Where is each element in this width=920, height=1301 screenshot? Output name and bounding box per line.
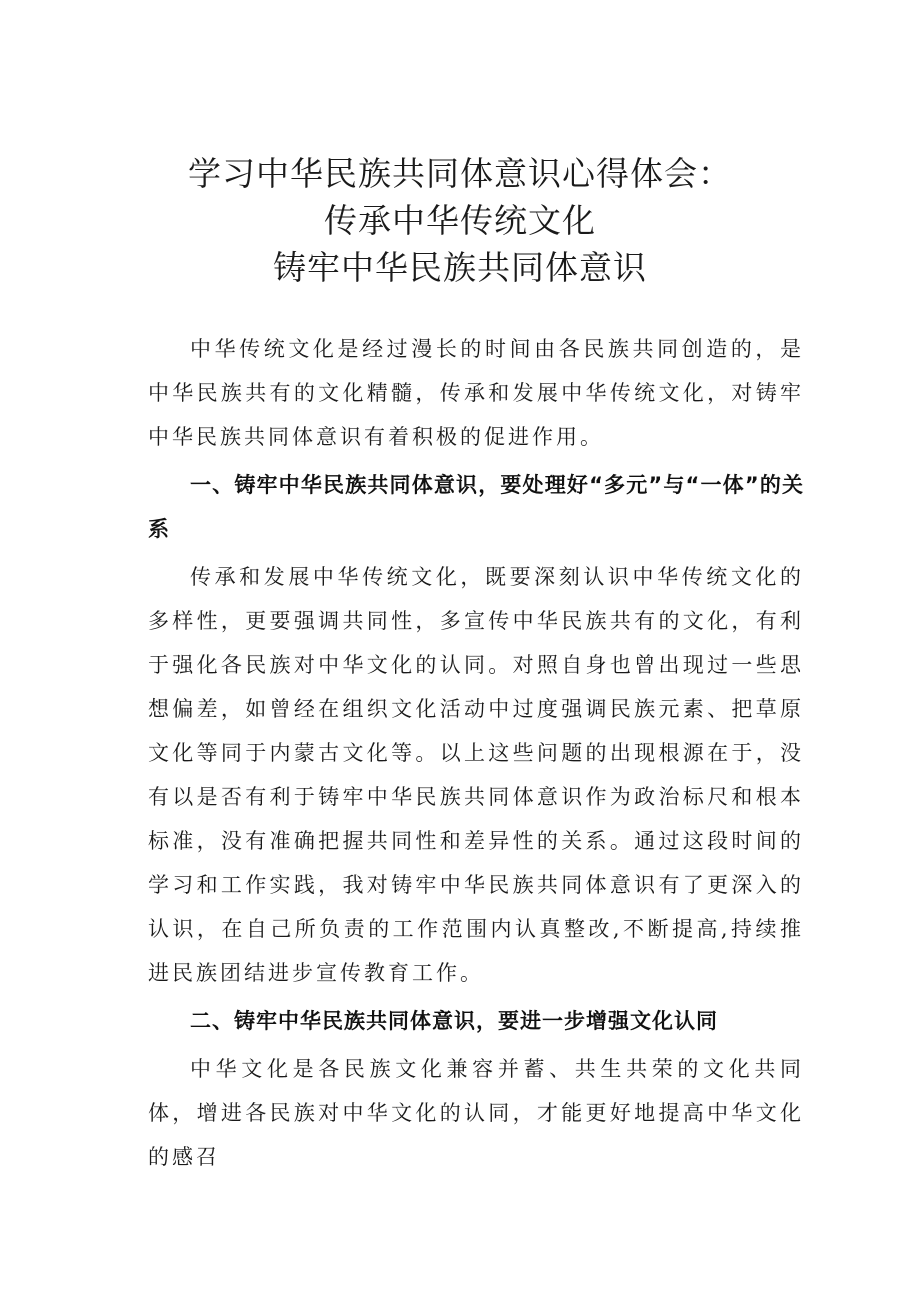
section-1-heading: 一、铸牢中华民族共同体意识，要处理好“多元”与“一体”的关系 bbox=[148, 473, 804, 541]
title-line-1: 学习中华民族共同体意识心得体会： bbox=[188, 154, 732, 193]
title-line-2: 传承中华传统文化 bbox=[324, 201, 596, 240]
title-line-3: 铸牢中华民族共同体意识 bbox=[273, 248, 647, 287]
document-body bbox=[148, 327, 804, 1179]
section-2-paragraph: 中华文化是各民族文化兼容并蓄、共生共荣的文化共同体，增进各民族对中华文化的认同，才能更好地提高中华文化的感召 bbox=[148, 1057, 804, 1169]
document-title bbox=[0, 150, 920, 291]
intro-paragraph: 中华传统文化是经过漫长的时间由各民族共同创造的，是中华民族共有的文化精髓，传承和发展中华传统文化，对铸牢中华民族共同体意识有着积极的促进作用。 bbox=[148, 337, 804, 449]
section-2-heading: 二、铸牢中华民族共同体意识，要进一步增强文化认同 bbox=[190, 1009, 718, 1033]
section-1-paragraph: 传承和发展中华传统文化，既要深刻认识中华传统文化的多样性，更要强调共同性，多宣传中华民族共有的文化，有利于强化各民族对中华文化的认同。对照自身也曾出现过一些思想偏差，如曾经在组织文化活动中过度强调民族元素、把草原文化等同于内蒙古文化等。以上这些问题的出现根源在于，没有以是否有利于铸牢中华民族共同体意识作为政治标尺和根本标准，没有准确把握共同性和差异性的关系。通过这段时间的学习和工作实践，我对铸牢中华民族共同体意识有了更深入的认识，在自己所负责的工作范围内认真整改,不断提高,持续推进民族团结进步宣传教育工作。 bbox=[148, 565, 804, 985]
